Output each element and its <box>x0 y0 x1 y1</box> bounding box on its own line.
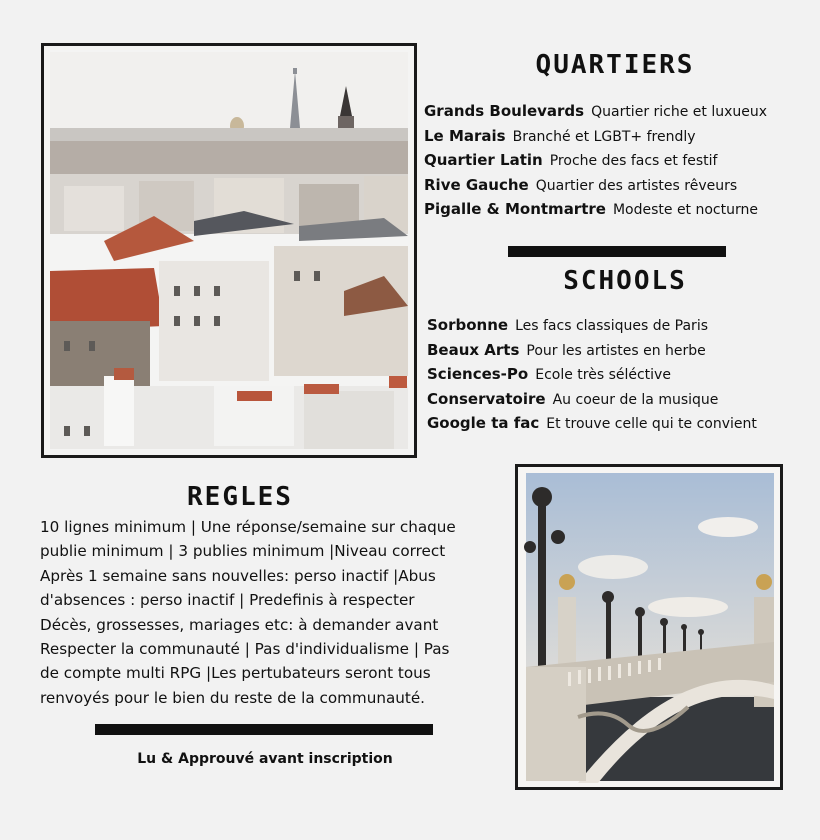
bridge-illustration <box>518 467 780 787</box>
list-item <box>424 100 767 125</box>
schools-list <box>427 314 757 437</box>
schools-title: SCHOOLS <box>563 266 687 296</box>
school-name: Sorbonne <box>427 316 509 334</box>
school-name: Sciences-Po <box>427 365 529 383</box>
school-desc: Ecole très séléctive <box>535 367 671 383</box>
school-name: Conservatoire <box>427 389 546 408</box>
divider-bar <box>95 724 433 735</box>
footer-note: Lu & Approuvé avant inscription <box>137 751 393 767</box>
regles-line: renvoyés pour le bien du reste de la communauté. <box>40 688 426 707</box>
quartier-desc: Quartier des artistes rêveurs <box>535 177 738 194</box>
school-desc: Au coeur de la musique <box>552 391 719 408</box>
quartier-name: Quartier Latin <box>424 151 543 169</box>
quartier-name: Grands Boulevards <box>424 102 585 120</box>
paris-bridge-photo <box>515 464 783 790</box>
quartier-name: Pigalle & Montmartre <box>424 200 606 218</box>
list-item <box>427 412 757 437</box>
list-item <box>424 149 767 174</box>
regles-line: d'absences : perso inactif | Predefinis à respecter <box>40 591 415 610</box>
quartiers-title: QUARTIERS <box>535 50 695 80</box>
quartier-desc: Modeste et nocturne <box>612 202 758 218</box>
regles-line: Décès, grossesses, mariages etc: à demander avant <box>40 615 439 634</box>
school-name: Beaux Arts <box>427 340 520 359</box>
list-item <box>427 314 757 339</box>
list-item <box>424 174 767 199</box>
list-item <box>427 388 757 413</box>
school-name: Google ta fac <box>427 414 540 432</box>
regles-line: de compte multi RPG |Les pertubateurs seront tous <box>40 664 431 683</box>
list-item <box>427 363 757 388</box>
school-desc: Et trouve celle qui te convient <box>546 416 757 432</box>
quartier-name: Rive Gauche <box>424 175 529 194</box>
regles-title: REGLES <box>187 482 293 512</box>
regles-line: publie minimum | 3 publies minimum |Niveau correct <box>40 542 446 561</box>
quartiers-list <box>424 100 767 223</box>
regles-line: Après 1 semaine sans nouvelles: perso inactif |Abus <box>40 566 436 585</box>
paris-rooftops-photo <box>41 43 417 458</box>
quartier-name: Le Marais <box>424 126 506 145</box>
school-desc: Les facs classiques de Paris <box>515 318 708 334</box>
quartier-desc: Branché et LGBT+ frendly <box>512 128 696 145</box>
regles-line: 10 lignes minimum | Une réponse/semaine sur chaque <box>40 518 456 536</box>
rooftops-illustration <box>44 46 414 455</box>
list-item <box>424 125 767 150</box>
list-item <box>427 339 757 364</box>
regles-text <box>40 515 480 710</box>
quartier-desc: Quartier riche et luxueux <box>591 104 768 120</box>
regles-line: Respecter la communauté | Pas d'individualisme | Pas <box>40 640 450 659</box>
list-item <box>424 198 767 223</box>
quartier-desc: Proche des facs et festif <box>549 153 718 169</box>
divider-bar <box>508 246 726 257</box>
school-desc: Pour les artistes en herbe <box>526 342 706 359</box>
